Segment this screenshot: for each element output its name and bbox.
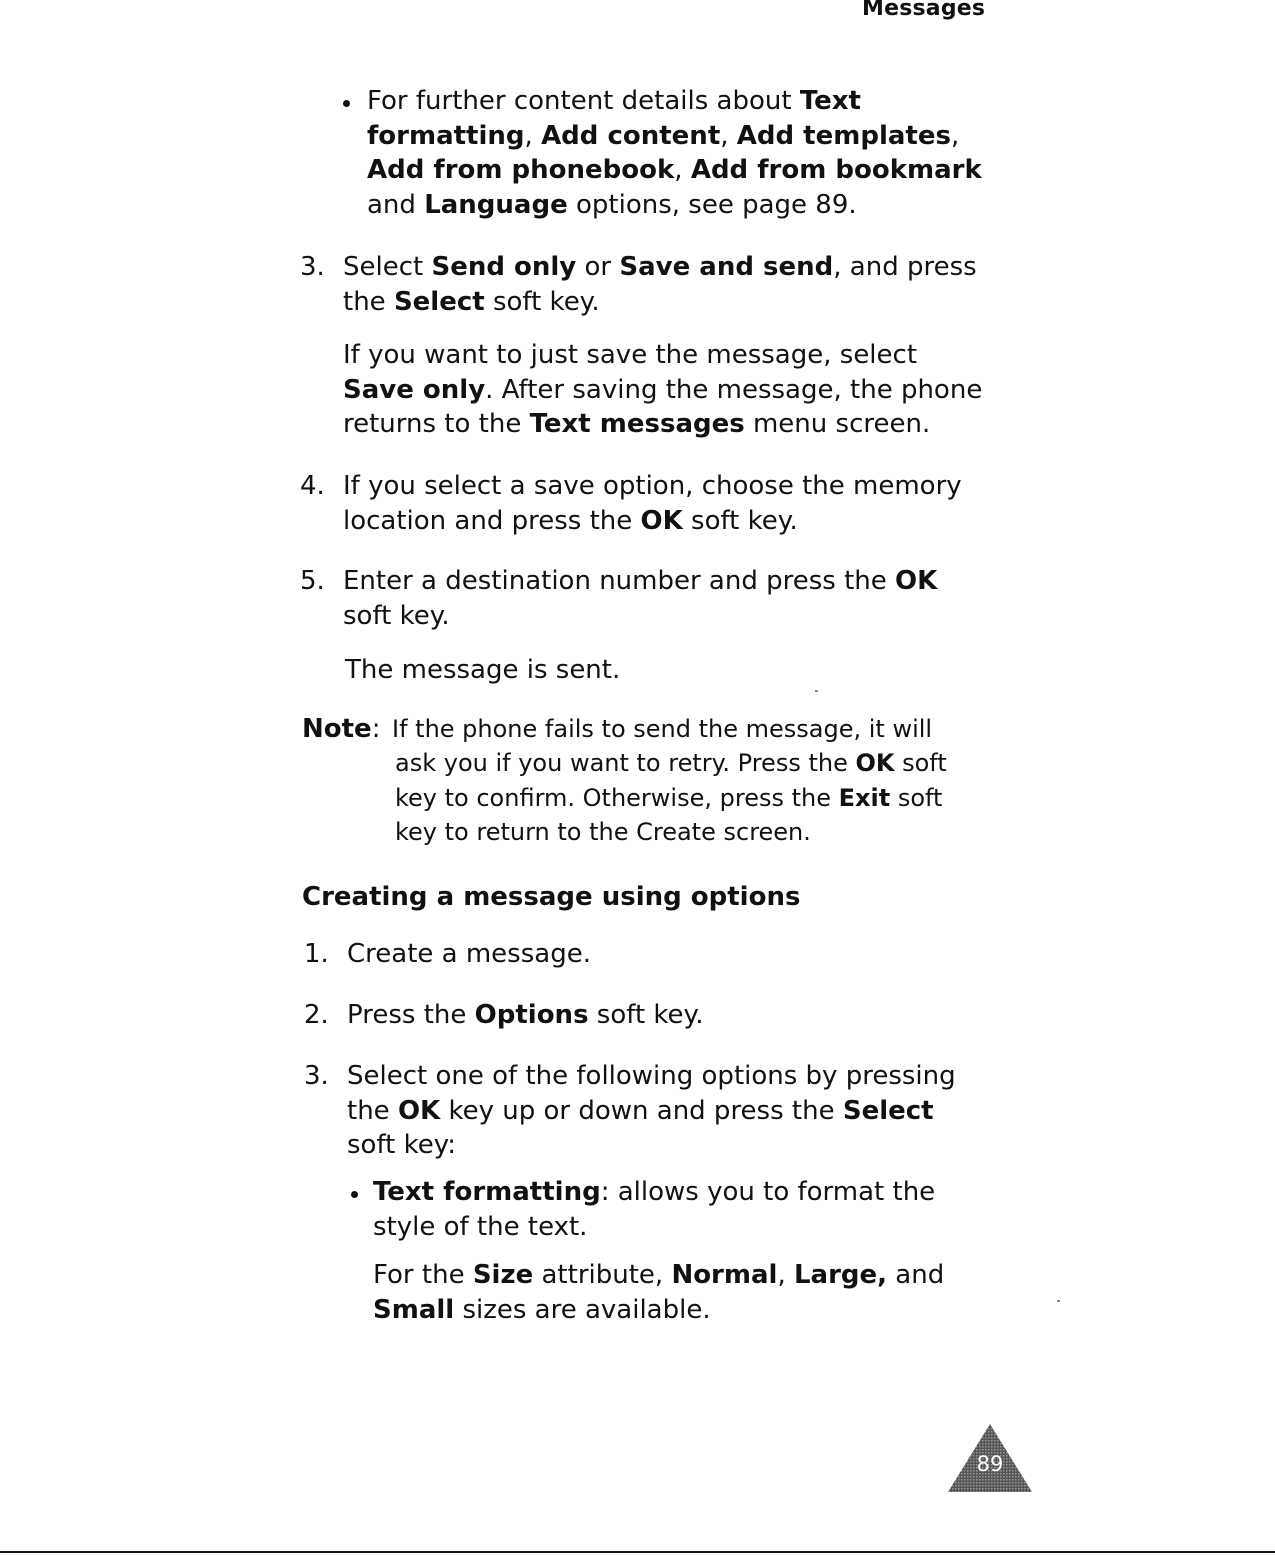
- bottom-rule: [0, 1551, 1275, 1553]
- bullet-text-formatting: Text formatting: allows you to format the style of the text.: [373, 1177, 936, 1242]
- step-5-text: Enter a destination number and press the OK soft key.: [343, 566, 938, 631]
- step-number: 2.: [304, 1000, 329, 1030]
- bullet-icon: [343, 100, 350, 107]
- options-step-1-text: Create a message.: [347, 939, 591, 969]
- section-heading: Creating a message using options: [302, 882, 801, 912]
- step-number: 3.: [300, 252, 325, 282]
- step-number: 5.: [300, 566, 325, 596]
- note-body: ask you if you want to retry. Press the OK soft key to confirm. Otherwise, press the Exit soft key to return to the Create screen.: [395, 749, 947, 846]
- size-attribute-text: For the Size attribute, Normal, Large, and Small sizes are available.: [373, 1260, 945, 1325]
- options-step-3-text: Select one of the following options by pressing the OK key up or down and press the Select soft key:: [347, 1061, 956, 1160]
- scan-speck: [815, 690, 818, 692]
- section-header: Messages: [862, 0, 986, 21]
- step-3-save-only-note: If you want to just save the message, select Save only. After saving the message, the phone returns to the Text messages menu screen.: [343, 340, 983, 439]
- page-number: 89: [976, 1452, 1004, 1476]
- scan-speck: [1057, 1300, 1060, 1302]
- step-3-text: Select Send only or Save and send, and press the Select soft key.: [343, 252, 977, 317]
- bullet-further-content: For further content details about Text formatting, Add content, Add templates, Add from phonebook, Add from bookmark and Language options, see page 89.: [367, 86, 982, 220]
- note-line-1: If the phone fails to send the message, it will: [392, 715, 933, 743]
- bullet-icon: [351, 1191, 358, 1198]
- step-number: 1.: [304, 939, 329, 969]
- note-label: Note:: [302, 714, 381, 744]
- step-5-result: The message is sent.: [345, 655, 621, 685]
- step-number: 4.: [300, 471, 325, 501]
- step-4-text: If you select a save option, choose the memory location and press the OK soft key.: [343, 471, 962, 536]
- options-step-2-text: Press the Options soft key.: [347, 1000, 704, 1030]
- step-number: 3.: [304, 1061, 329, 1091]
